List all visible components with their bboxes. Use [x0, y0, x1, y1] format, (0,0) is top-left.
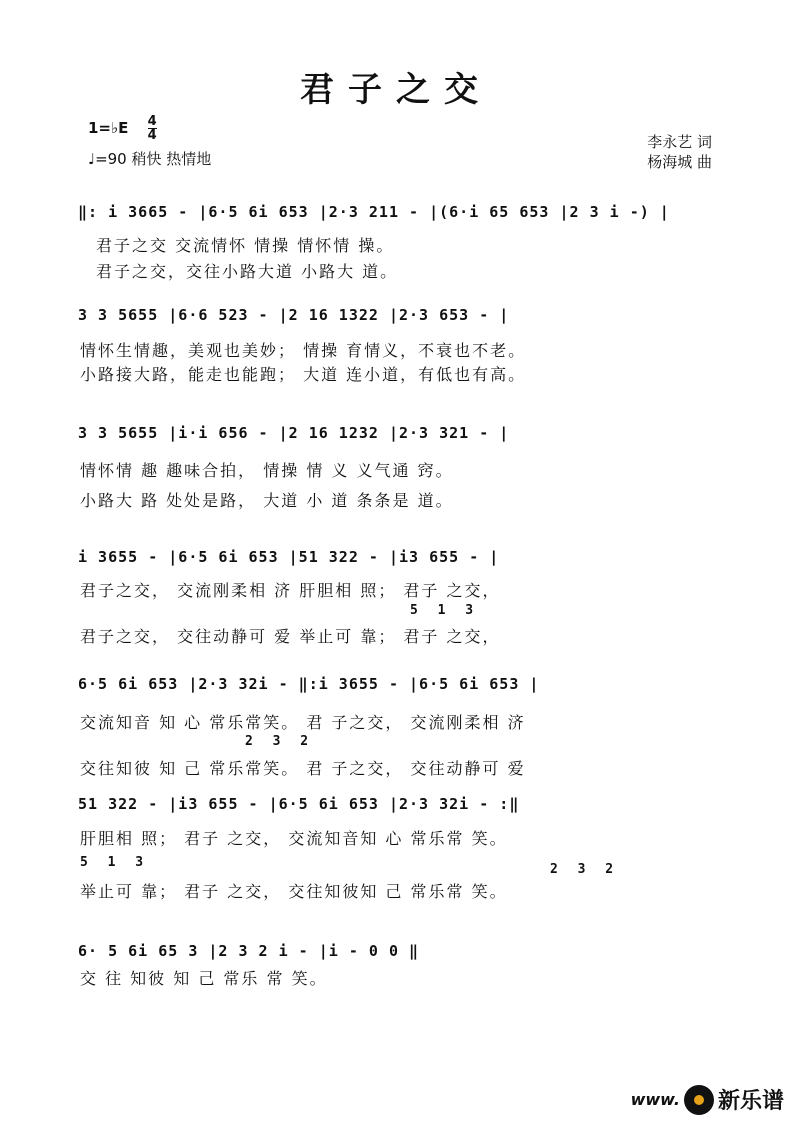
lyric-line-3b: 小路大 路 处处是路， 大道 小 道 条条是 道。 — [80, 491, 454, 510]
lyric-line-1b: 君子之交，交往小路大道 小路大 道。 — [96, 262, 399, 281]
lyric-line-6b: 举止可 靠； 君子 之交， 交往知彼知 己 常乐常 笑。 — [80, 882, 508, 901]
alt-notes-4: 5 1 3 — [410, 603, 480, 618]
lyric-line-5b: 交往知彼 知 己 常乐常笑。 君 子之交， 交往动静可 爱 — [80, 759, 526, 778]
key-signature — [88, 115, 157, 142]
notation-line-7: 6· 5 6i 65 3 |2 3 2 i - |i - 0 0 ‖ — [78, 942, 420, 960]
time-signature-bottom: 4 — [147, 128, 157, 143]
lyric-line-3a: 情怀情 趣 趣味合拍， 情操 情 义 义气通 窍。 — [80, 461, 454, 480]
song-title: 君子之交 — [300, 70, 492, 110]
record-logo-icon — [684, 1085, 714, 1115]
composer: 杨海城 曲 — [647, 153, 712, 171]
notation-line-4: i 3655 - |6·5 6i 653 |51 322 - |i3 655 - | — [78, 548, 500, 566]
watermark-url: www. — [630, 1090, 680, 1109]
lyric-line-7: 交 往 知彼 知 己 常乐 常 笑。 — [80, 969, 328, 988]
lyric-line-4a: 君子之交， 交流刚柔相 济 肝胆相 照； 君子 之交， — [80, 581, 501, 600]
notation-line-1: ‖: i 3665 - |6·5 6i 653 |2·3 211 - |(6·i 65 653 |2 3 i -) | — [78, 203, 670, 221]
alt-notes-6a: 5 1 3 — [80, 855, 150, 870]
watermark — [631, 1084, 784, 1115]
lyric-line-6a: 肝胆相 照； 君子 之交， 交流知音知 心 常乐常 笑。 — [80, 829, 508, 848]
time-signature-top: 4 — [147, 114, 157, 129]
time-signature — [148, 115, 157, 142]
notation-line-6: 51 322 - |i3 655 - |6·5 6i 653 |2·3 32i - :‖ — [78, 795, 520, 813]
lyricist: 李永艺 词 — [647, 133, 712, 151]
lyric-line-1a: 君子之交 交流情怀 情操 情怀情 操。 — [96, 236, 395, 255]
credits — [647, 132, 712, 172]
lyric-line-2a: 情怀生情趣，美观也美妙； 情操 育情义，不衰也不老。 — [80, 341, 527, 360]
watermark-text: 新乐谱 — [717, 1089, 784, 1114]
tempo-marking: ♩=90 稍快 热情地 — [88, 150, 212, 168]
key-label: 1=♭E — [88, 119, 129, 137]
notation-line-5: 6·5 6i 653 |2·3 32i - ‖:i 3655 - |6·5 6i 653 | — [78, 675, 540, 693]
lyric-line-2b: 小路接大路，能走也能跑； 大道 连小道，有低也有高。 — [80, 365, 527, 384]
notation-line-2: 3 3 5655 |6·6 523 - |2 16 1322 |2·3 653 - | — [78, 306, 510, 324]
alt-notes-5: 2 3 2 — [245, 734, 315, 749]
lyric-line-5a: 交流知音 知 心 常乐常笑。 君 子之交， 交流刚柔相 济 — [80, 713, 526, 732]
alt-notes-6b: 2 3 2 — [550, 862, 620, 877]
lyric-line-4b: 君子之交， 交往动静可 爱 举止可 靠； 君子 之交， — [80, 627, 501, 646]
notation-line-3: 3 3 5655 |i·i 656 - |2 16 1232 |2·3 321 - | — [78, 424, 510, 442]
